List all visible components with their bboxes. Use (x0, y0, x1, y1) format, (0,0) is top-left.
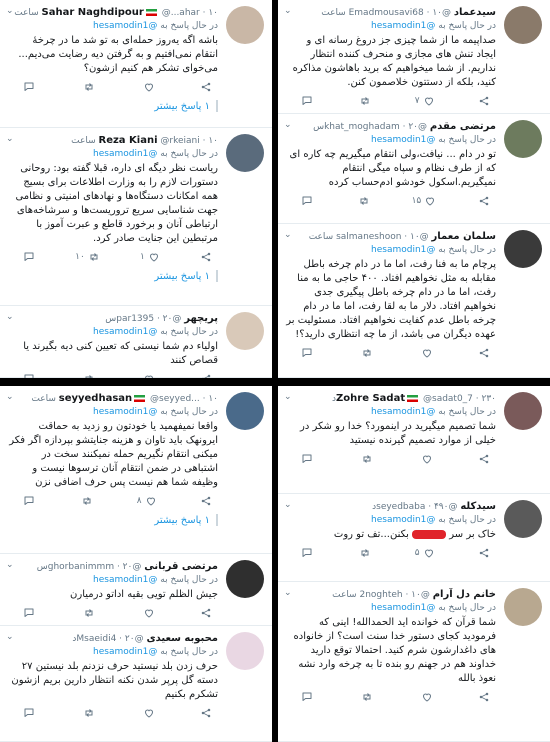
author-name[interactable]: سلمان معمار (431, 231, 496, 242)
tweet-header (286, 120, 496, 134)
tweet-actions (286, 686, 496, 708)
reply-icon (301, 347, 313, 359)
avatar[interactable] (226, 560, 264, 598)
heart-icon (421, 347, 433, 359)
panel-top-left (0, 0, 272, 378)
like-button[interactable] (418, 347, 433, 359)
reply-icon (301, 95, 313, 107)
iran-flag-icon (134, 395, 145, 402)
heart-icon (424, 195, 436, 207)
chevron-down-icon[interactable]: ⌄ (284, 6, 292, 16)
retweet-button[interactable] (358, 347, 373, 359)
mention-link[interactable]: @hesamodin1 (93, 327, 158, 337)
tweet[interactable] (278, 386, 550, 494)
reply-button[interactable] (298, 691, 313, 703)
reply-context: در حال پاسخ به @hesamodin1 (371, 515, 496, 525)
author-name[interactable]: محبوبه سعیدی (146, 633, 218, 644)
like-button[interactable]: ۱۵ (412, 195, 437, 207)
like-button[interactable] (418, 453, 433, 465)
retweet-button[interactable] (80, 373, 95, 378)
heart-icon (423, 547, 435, 559)
reply-context: در حال پاسخ به @hesamodin1 (93, 647, 218, 657)
chevron-down-icon[interactable]: ⌄ (6, 560, 14, 570)
mention-link[interactable]: @hesamodin1 (93, 407, 158, 417)
heart-icon (143, 373, 155, 378)
tweet-text: پرچام ما به فنا رفت، اما ما در دام چرخه باطل مقابله به مثل نخواهیم افتاد. ۴۰۰ حاجی ما به منا رفت، اما ما در دام چرخه باطل پیگیری جدی نخواهیم افتاد. دلار ما به لقا رفت، اما ما در دام چرخه باطل عدم کفایت نخواهیم افتاد. مسئولیت بر عهده دیگران می باشد، از ما چه انتظاری دارید؟! (286, 259, 496, 340)
tweet-header (8, 392, 218, 406)
tweet-text: شما قرآن که خوانده اید الحمدالله! اینی که فرمودید کجای دستور خدا سنت است؟ از خانواده های داغدارشون شرم کنید. احتمالا توقع دارید خداوند هم در جهنم رو بنده تا به چرخه وارد نشه نعوذ بالله (293, 617, 496, 684)
retweet-icon (361, 691, 373, 703)
tweet-actions (286, 542, 496, 564)
like-button[interactable] (140, 607, 155, 619)
share-icon (478, 453, 490, 465)
like-button[interactable]: ۱ (140, 251, 160, 263)
tweet-actions (8, 76, 218, 98)
heart-icon (421, 691, 433, 703)
author-handle-time: @rkeiani · ۱۰ ساعت (71, 136, 218, 146)
share-icon (200, 495, 212, 507)
retweet-button[interactable] (356, 547, 371, 559)
avatar[interactable] (226, 134, 264, 172)
tweet-header (286, 588, 496, 602)
author-name[interactable]: Zohre Sadat (336, 393, 406, 404)
thread-line (216, 100, 218, 112)
tweet-text: باشه اگه یه‌روز حمله‌ای به تو شد ما در چرخهٔ انتقام نمی‌افتیم و به گرفتن دیه رضایت می‌دیم... می‌خوای تشکر هم کنیم ازشون؟ (18, 35, 218, 74)
mention-link[interactable]: @hesamodin1 (93, 149, 158, 159)
tweet-actions (286, 342, 496, 364)
tweet-header (8, 632, 218, 646)
share-button[interactable] (200, 607, 212, 619)
share-button[interactable] (478, 691, 490, 703)
tweet-actions (8, 490, 218, 512)
thread-line (216, 514, 218, 526)
retweet-icon (358, 195, 370, 207)
tweet[interactable] (0, 626, 272, 742)
heart-icon (143, 607, 155, 619)
like-button[interactable] (140, 707, 155, 719)
tweet[interactable] (278, 582, 550, 742)
author-handle-time: @salmaneshoon · ۱۰ ساعت (308, 232, 429, 242)
tweet-header (286, 392, 496, 406)
tweet-text: جیش الظلم تویی بقیه اداتو درمیارن (70, 589, 218, 600)
retweet-button[interactable] (355, 195, 370, 207)
heart-icon (145, 495, 157, 507)
tweet-header (8, 312, 218, 326)
tweet-actions (286, 448, 496, 470)
retweet-icon (83, 607, 95, 619)
share-icon (200, 81, 212, 93)
author-name[interactable]: سیدعماد (453, 7, 496, 18)
tweet-text: واقعا نمیفهمید یا خودتون رو زدید به حماقت ایرونهک باید تاوان و هزینه جنایتشو بپردازه اگر فکر میکنی انتقام نگیریم حمله نمیکنند سخت در اشتباهی در ضمن انتقام آنان ترسوها نیست و وظیفه شما هم نیست پس حرف اضافی نزن (9, 421, 218, 488)
share-icon (200, 607, 212, 619)
chevron-down-icon[interactable]: ⌄ (284, 120, 292, 130)
mention-link[interactable]: @hesamodin1 (371, 407, 436, 417)
author-handle-time: @...ahar · ۱۰ ساعت (14, 8, 218, 18)
reply-button[interactable] (298, 95, 313, 107)
like-button[interactable]: ۸ (137, 495, 157, 507)
avatar[interactable] (504, 500, 542, 538)
chevron-down-icon[interactable]: ⌄ (6, 6, 14, 16)
chevron-down-icon[interactable]: ⌄ (6, 632, 14, 642)
tweet-text: خاک بر سر بکنن...تف تو روت (333, 529, 496, 540)
like-button[interactable] (418, 691, 433, 703)
author-handle-time: @sadat0_7 · ۲۳۰د (332, 394, 496, 404)
author-handle-time: @Emadmousavi68 · ۱۰ ساعت (321, 8, 451, 18)
heart-icon (143, 707, 155, 719)
tweet-actions (8, 368, 218, 378)
heart-icon (421, 453, 433, 465)
retweet-button[interactable] (80, 707, 95, 719)
tweet-actions (8, 246, 218, 268)
author-name[interactable]: seyyedhasan (58, 393, 133, 404)
tweet[interactable] (0, 554, 272, 626)
redaction-mark (412, 530, 446, 539)
reply-button[interactable] (20, 81, 35, 93)
mention-link[interactable]: @hesamodin1 (371, 135, 436, 145)
tweet-header (286, 230, 496, 244)
heart-icon (143, 81, 155, 93)
share-button[interactable] (478, 95, 490, 107)
avatar[interactable] (226, 392, 264, 430)
author-handle-time: @seyedbaba · ۴۹۰د (372, 502, 458, 512)
tweet-actions (8, 702, 218, 724)
avatar[interactable] (504, 392, 542, 430)
reply-context: در حال پاسخ به @hesamodin1 (371, 245, 496, 255)
show-more-replies[interactable]: ۱ پاسخ بیشتر (8, 98, 218, 118)
reply-context: در حال پاسخ به @hesamodin1 (93, 575, 218, 585)
tweet-header (8, 560, 218, 574)
reply-icon (301, 453, 313, 465)
share-button[interactable] (478, 547, 490, 559)
mention-link[interactable]: @hesamodin1 (371, 603, 436, 613)
author-name[interactable]: Sahar Naghdipour (41, 7, 144, 18)
tweet[interactable] (0, 0, 272, 128)
retweet-button[interactable] (356, 95, 371, 107)
author-handle-time: @ghorbanimmm · ۲۰س (36, 562, 142, 572)
mention-link[interactable]: @hesamodin1 (371, 21, 436, 31)
chevron-down-icon[interactable]: ⌄ (284, 588, 292, 598)
share-icon (478, 347, 490, 359)
tweet-text: شما تصمیم میگیرید در اینمورد؟ خدا رو شکر در خیلی از موارد تصمیم گیرنده نیستید (300, 421, 496, 446)
iran-flag-icon (407, 395, 418, 402)
share-icon (478, 195, 490, 207)
reply-button[interactable] (20, 707, 35, 719)
share-button[interactable] (478, 347, 490, 359)
tweet-header (286, 500, 496, 514)
tweet[interactable] (0, 128, 272, 306)
avatar[interactable] (504, 6, 542, 44)
retweet-icon (359, 95, 371, 107)
reply-icon (301, 691, 313, 703)
retweet-button[interactable] (80, 607, 95, 619)
retweet-button[interactable]: ۱۰ (75, 251, 100, 263)
mention-link[interactable]: @hesamodin1 (93, 575, 158, 585)
like-button[interactable] (140, 373, 155, 378)
tweet-actions (286, 90, 496, 112)
avatar[interactable] (504, 230, 542, 268)
reply-icon (23, 373, 35, 378)
author-name[interactable]: خانم دل آرام (432, 589, 496, 600)
retweet-icon (88, 251, 100, 263)
share-button[interactable] (200, 707, 212, 719)
share-button[interactable] (200, 251, 212, 263)
tweet[interactable] (278, 0, 550, 114)
tweet-text: حرف زدن بلد نیستید حرف نزدنم بلد نیستین ۲۷ دسته گل پرپر شدن نکنه انتظار دارین بریم ازشون تشکرم بکنیم (11, 661, 218, 700)
chevron-down-icon[interactable]: ⌄ (284, 230, 292, 240)
reply-context: در حال پاسخ به @hesamodin1 (93, 407, 218, 417)
mention-link[interactable]: @hesamodin1 (371, 245, 436, 255)
reply-context: در حال پاسخ به @hesamodin1 (371, 21, 496, 31)
author-handle-time: @Msaeidi4 · ۲۰د (72, 634, 144, 644)
like-button[interactable]: ۵ (415, 547, 435, 559)
tweet[interactable] (278, 224, 550, 378)
chevron-down-icon[interactable]: ⌄ (6, 134, 14, 144)
share-button[interactable] (478, 195, 490, 207)
tweet-header (286, 6, 496, 20)
avatar[interactable] (226, 6, 264, 44)
show-more-replies[interactable]: ۱ پاسخ بیشتر (8, 268, 218, 288)
share-icon (200, 707, 212, 719)
tweet-text: اولیاء دم شما نیستی که تعیین کنی دیه بگیرند یا قصاص کنند (23, 341, 218, 366)
tweet-actions (8, 602, 218, 624)
reply-context: در حال پاسخ به @hesamodin1 (371, 603, 496, 613)
chevron-down-icon[interactable]: ⌄ (284, 392, 292, 402)
tweet-text: صداپیمه ما از شما چیزی جز دروغ رسانه ای و ایجاد تنش های مجازی و منحرف کننده انتظار نداریم. از شما میخواهیم که برید باهاشون مذاکره کنید، بلکه از دستتون خلاصمون کنن. (292, 35, 496, 88)
share-icon (478, 691, 490, 703)
like-button[interactable] (140, 81, 155, 93)
retweet-button[interactable] (358, 691, 373, 703)
tweet-text: تو در دام ... نیافت،ولی انتقام میگیریم چه کاره ای که از طرف نظام و سپاه میگی انتقام نمیگیریم.اسکول خودشو ادم‌حساب کرده (289, 149, 496, 188)
author-handle-time: @par1395 · ۲۰س (105, 314, 182, 324)
avatar[interactable] (226, 312, 264, 350)
like-button[interactable]: ۷ (415, 95, 435, 107)
tweet[interactable] (278, 494, 550, 582)
author-handle-time: @2noghteh · ۱۰ ساعت (332, 590, 430, 600)
retweet-icon (81, 495, 93, 507)
reply-icon (301, 547, 313, 559)
chevron-down-icon[interactable]: ⌄ (284, 500, 292, 510)
retweet-icon (359, 547, 371, 559)
show-more-replies[interactable]: ۱ پاسخ بیشتر (8, 512, 218, 532)
thread-line (216, 270, 218, 282)
reply-button[interactable] (20, 607, 35, 619)
reply-icon (301, 195, 313, 207)
mention-link[interactable]: @hesamodin1 (93, 647, 158, 657)
avatar[interactable] (504, 588, 542, 626)
tweet[interactable] (0, 306, 272, 378)
heart-icon (423, 95, 435, 107)
reply-context: در حال پاسخ به @hesamodin1 (371, 407, 496, 417)
mention-link[interactable]: @hesamodin1 (93, 21, 158, 31)
author-name[interactable]: پریچهر (184, 313, 218, 324)
chevron-down-icon[interactable]: ⌄ (6, 312, 14, 322)
retweet-icon (83, 707, 95, 719)
panel-top-right (278, 0, 550, 378)
author-name[interactable]: مرتضی مقدم (429, 121, 496, 132)
share-icon (200, 251, 212, 263)
panel-bottom-left (0, 386, 272, 742)
mention-link[interactable]: @hesamodin1 (371, 515, 436, 525)
reply-button[interactable] (298, 347, 313, 359)
share-icon (478, 95, 490, 107)
reply-button[interactable] (20, 495, 35, 507)
reply-icon (23, 707, 35, 719)
reply-icon (23, 607, 35, 619)
chevron-down-icon[interactable]: ⌄ (6, 392, 14, 402)
avatar[interactable] (226, 632, 264, 670)
reply-icon (23, 251, 35, 263)
tweet-actions (286, 190, 496, 212)
reply-button[interactable] (298, 547, 313, 559)
reply-button[interactable] (298, 453, 313, 465)
reply-icon (23, 81, 35, 93)
reply-button[interactable] (20, 373, 35, 378)
author-name[interactable]: سیدکله (460, 501, 496, 512)
share-button[interactable] (200, 81, 212, 93)
tweet[interactable] (278, 114, 550, 224)
retweet-button[interactable] (78, 495, 93, 507)
retweet-icon (361, 347, 373, 359)
retweet-button[interactable] (80, 81, 95, 93)
avatar[interactable] (504, 120, 542, 158)
reply-context: در حال پاسخ به @hesamodin1 (371, 135, 496, 145)
share-button[interactable] (200, 495, 212, 507)
author-handle-time: @khat_moghadam · ۲۰س (313, 122, 427, 132)
retweet-icon (361, 453, 373, 465)
reply-button[interactable] (298, 195, 313, 207)
author-name[interactable]: Reza Kiani (98, 135, 158, 146)
author-name[interactable]: مرتضی قربانی (144, 561, 218, 572)
tweet-header (8, 6, 218, 20)
share-icon (200, 373, 212, 378)
heart-icon (148, 251, 160, 263)
tweet-header (8, 134, 218, 148)
reply-icon (23, 495, 35, 507)
panel-bottom-right (278, 386, 550, 742)
retweet-icon (83, 373, 95, 378)
retweet-icon (83, 81, 95, 93)
share-button[interactable] (478, 453, 490, 465)
tweet[interactable] (0, 386, 272, 554)
reply-context: در حال پاسخ به @hesamodin1 (93, 21, 218, 31)
share-button[interactable] (200, 373, 212, 378)
iran-flag-icon (146, 9, 157, 16)
tweet-text: ریاست نظر دیگه ای داره، قبلا گفته بود: روحانی دستورات لازم را به وزارت اطلاعات برای بسیج همه امکانات دستگاه‌ها و نهادهای امنیتی و نظامی جهت شناسایی سریع تروریست‌ها و سرشاخه‌های ارتباطی آنان و برخورد قاطع و عبرت آموز با مرتبطین این جنایت صادر کرد. (15, 163, 218, 244)
reply-context: در حال پاسخ به @hesamodin1 (93, 327, 218, 337)
share-icon (478, 547, 490, 559)
author-handle-time: @seyyed... · ۱۰ ساعت (31, 394, 218, 404)
reply-context: در حال پاسخ به @hesamodin1 (93, 149, 218, 159)
reply-button[interactable] (20, 251, 35, 263)
retweet-button[interactable] (358, 453, 373, 465)
